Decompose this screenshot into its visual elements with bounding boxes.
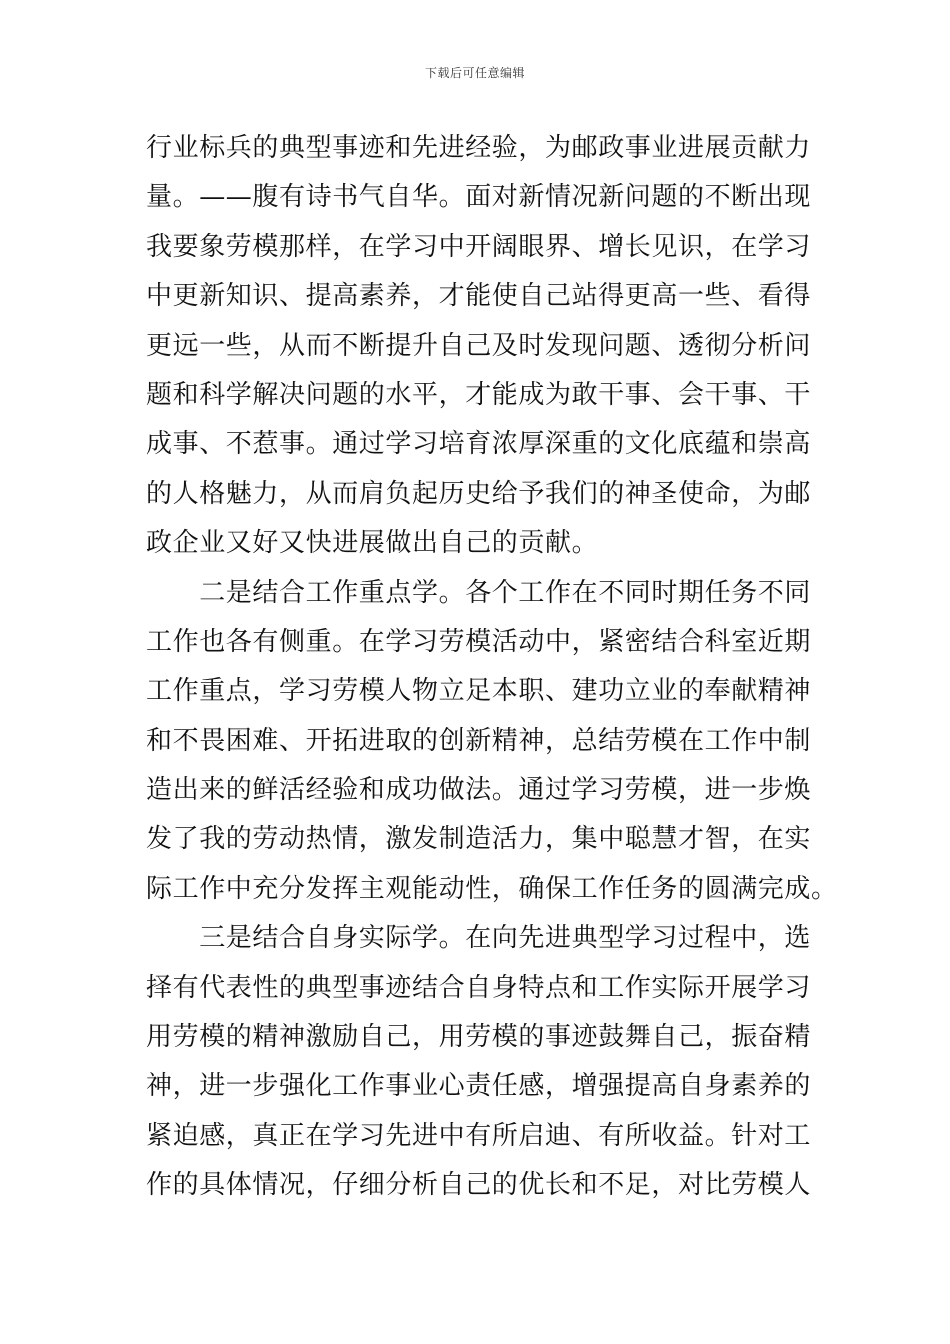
page-header: 下载后可任意编辑	[424, 66, 525, 80]
text-line: 更远一些，从而不断提升自己及时发现问题、透彻分析问	[146, 330, 812, 361]
text-line: 和不畏困难、开拓进取的创新精神，总结劳模在工作中制	[146, 725, 812, 756]
text-line: 题和科学解决问题的水平，才能成为敢干事、会干事、干	[146, 379, 812, 410]
text-line: 政企业又好又快进展做出自己的贡献。	[146, 528, 599, 559]
text-line: 发了我的劳动热情，激发制造活力，集中聪慧才智，在实	[146, 824, 812, 855]
text-line: 工作也各有侧重。在学习劳模活动中，紧密结合科室近期	[146, 626, 812, 657]
text-line: 用劳模的精神激励自己，用劳模的事迹鼓舞自己，振奋精	[146, 1022, 812, 1053]
text-line: 作的具体情况，仔细分析自己的优长和不足，对比劳模人	[146, 1170, 812, 1201]
document-body	[146, 124, 838, 1211]
text-line: 择有代表性的典型事迹结合自身特点和工作实际开展学习	[146, 972, 812, 1003]
text-line: 量。——腹有诗书气自华。面对新情况新问题的不断出现	[146, 182, 812, 213]
text-line: 际工作中充分发挥主观能动性，确保工作任务的圆满完成。	[146, 873, 838, 904]
text-line: 中更新知识、提高素养，才能使自己站得更高一些、看得	[146, 281, 812, 312]
text-line: 神，进一步强化工作事业心责任感，增强提高自身素养的	[146, 1071, 812, 1102]
text-line: 行业标兵的典型事迹和先进经验，为邮政事业进展贡献力	[146, 133, 812, 163]
text-line: 成事、不惹事。通过学习培育浓厚深重的文化底蕴和崇高	[146, 429, 812, 460]
text-line: 工作重点，学习劳模人物立足本职、建功立业的奉献精神	[146, 676, 812, 707]
text-line: 我要象劳模那样，在学习中开阔眼界、增长见识，在学习	[146, 231, 812, 262]
text-line: 造出来的鲜活经验和成功做法。通过学习劳模，进一步焕	[146, 775, 812, 806]
text-line: 三是结合自身实际学。在向先进典型学习过程中，选	[146, 923, 812, 954]
paragraph-3	[146, 914, 812, 1210]
text-line: 二是结合工作重点学。各个工作在不同时期任务不同	[146, 577, 812, 608]
text-line: 的人格魅力，从而肩负起历史给予我们的神圣使命，为邮	[146, 478, 812, 509]
text-line: 紧迫感，真正在学习先进中有所启迪、有所收益。针对工	[146, 1120, 812, 1151]
paragraph-1	[146, 124, 812, 569]
paragraph-2	[146, 569, 838, 915]
